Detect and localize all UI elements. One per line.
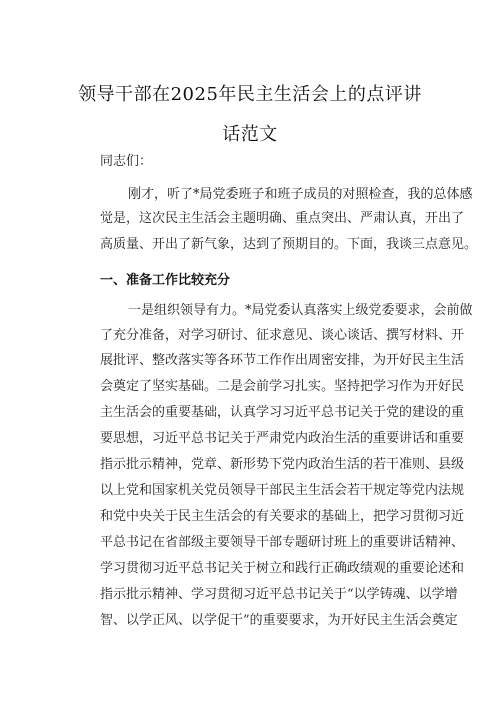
paragraph-line: 高质量、开出了新气象，达到了预期目的。下面，我谈三点意见。 <box>100 237 478 252</box>
paragraph-line: 刚才，听了*局党委班子和班子成员的对照检查，我的总体感 <box>128 187 473 202</box>
paragraph-line: 要思想，习近平总书记关于严肃党内政治生活的重要讲话和重要 <box>100 431 465 446</box>
paragraph-line: 展批评、整改落实等各环节工作作出周密安排，为开好民主生活 <box>100 353 465 368</box>
section-heading: 一、准备工作比较充分 <box>100 273 231 288</box>
paragraph-line: 智、以学正风、以学促干”的重要要求，为开好民主生活会奠定 <box>100 613 458 628</box>
document-title-line-2: 话范文 <box>222 124 278 145</box>
paragraph-line: 平总书记在省部级主要领导干部专题研讨班上的重要讲话精神、 <box>100 535 465 550</box>
paragraph-line: 和党中央关于民主生活会的有关要求的基础上，把学习贯彻习近 <box>100 509 465 524</box>
paragraph-line: 以上党和国家机关党员领导干部民主生活会若干规定等党内法规 <box>100 483 465 498</box>
paragraph-line: 觉是，这次民主生活会主题明确、重点突出、严肃认真，开出了 <box>100 211 465 226</box>
document-title-line-1: 领导干部在2025年民主生活会上的点评讲 <box>78 84 422 105</box>
salutation: 同志们： <box>100 154 153 169</box>
paragraph-line: 一是组织领导有力。*局党委认真落实上级党委要求，会前做 <box>128 303 473 318</box>
paragraph-line: 会奠定了坚实基础。二是会前学习扎实。坚持把学习作为开好民 <box>100 379 465 394</box>
paragraph-line: 主生活会的重要基础，认真学习习近平总书记关于党的建设的重 <box>100 405 465 420</box>
paragraph-line: 指示批示精神、学习贯彻习近平总书记关于“以学铸魂、以学增 <box>100 587 458 602</box>
paragraph-line: 了充分准备，对学习研讨、征求意见、谈心谈话、撰写材料、开 <box>100 328 465 343</box>
paragraph-line: 学习贯彻习近平总书记关于树立和践行正确政绩观的重要论述和 <box>100 561 465 576</box>
paragraph-line: 指示批示精神，党章、新形势下党内政治生活的若干准则、县级 <box>100 457 465 472</box>
